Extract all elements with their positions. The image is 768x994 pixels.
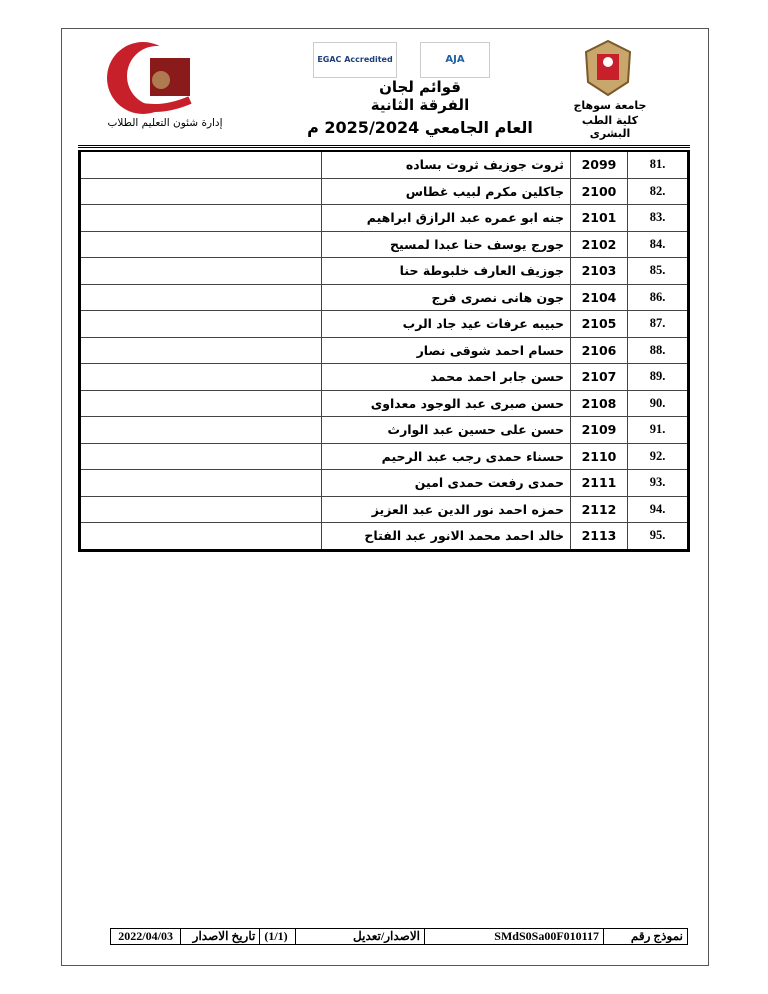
seat-number: 2105: [571, 311, 628, 338]
seat-number: 2102: [571, 231, 628, 258]
row-index: 89.: [628, 364, 689, 391]
student-name: ثروت جوزيف ثروت بساده: [322, 151, 571, 178]
student-name: حسام احمد شوقى نصار: [322, 337, 571, 364]
table-row: [80, 258, 689, 285]
student-name: حمدى رفعت حمدى امين: [322, 470, 571, 497]
issue-date: 2022/04/03: [111, 929, 181, 945]
seat-number: 2104: [571, 284, 628, 311]
seat-number: 2111: [571, 470, 628, 497]
row-index: 85.: [628, 258, 689, 285]
title-year-level: الفرقة الثانية: [370, 96, 470, 114]
student-name: حسن صبرى عبد الوجود معداوى: [322, 390, 571, 417]
form-number: SMdS0Sa00F010117: [425, 929, 604, 945]
row-index: 90.: [628, 390, 689, 417]
table-row: [80, 231, 689, 258]
table-row: [80, 151, 689, 178]
aja-logo: AJA: [420, 42, 490, 78]
row-index: 86.: [628, 284, 689, 311]
seat-number: 2112: [571, 496, 628, 523]
student-name: جورج يوسف حنا عبدا لمسيح: [322, 231, 571, 258]
student-name: جنه ابو عمره عبد الرازق ابراهيم: [322, 205, 571, 232]
blank-cell: [80, 258, 322, 285]
row-index: 93.: [628, 470, 689, 497]
table-row: [80, 205, 689, 232]
student-name: جوزيف العارف خلبوطة حنا: [322, 258, 571, 285]
blank-cell: [80, 337, 322, 364]
form-footer: [110, 928, 688, 945]
table-row: [80, 443, 689, 470]
blank-cell: [80, 443, 322, 470]
student-name: جون هانى نصرى فرج: [322, 284, 571, 311]
table-row: [80, 337, 689, 364]
student-name: حبيبه عرفات عيد جاد الرب: [322, 311, 571, 338]
table-row: [80, 496, 689, 523]
blank-cell: [80, 390, 322, 417]
university-name: جامعة سوهاج: [573, 99, 647, 112]
department-name: إدارة شئون التعليم الطلاب: [107, 117, 223, 129]
blank-cell: [80, 231, 322, 258]
blank-cell: [80, 470, 322, 497]
students-table: [78, 150, 690, 552]
seat-number: 2099: [571, 151, 628, 178]
student-name: خالد احمد محمد الانور عبد الفتاح: [322, 523, 571, 551]
student-name: حسن جابر احمد محمد: [322, 364, 571, 391]
blank-cell: [80, 523, 322, 551]
seat-number: 2103: [571, 258, 628, 285]
row-index: 92.: [628, 443, 689, 470]
student-name: حسناء حمدى رجب عبد الرحيم: [322, 443, 571, 470]
table-row: [80, 470, 689, 497]
seat-number: 2109: [571, 417, 628, 444]
blank-cell: [80, 417, 322, 444]
table-row: [80, 311, 689, 338]
row-index: 83.: [628, 205, 689, 232]
row-index: 82.: [628, 178, 689, 205]
table-row: [80, 523, 689, 551]
blank-cell: [80, 311, 322, 338]
blank-cell: [80, 178, 322, 205]
table-row: [80, 417, 689, 444]
row-index: 95.: [628, 523, 689, 551]
blank-cell: [80, 496, 322, 523]
header-divider: [78, 145, 690, 148]
student-name: جاكلين مكرم لبيب غطاس: [322, 178, 571, 205]
row-index: 91.: [628, 417, 689, 444]
seat-number: 2107: [571, 364, 628, 391]
version-label: الاصدار/تعديل: [296, 929, 425, 945]
row-index: 81.: [628, 151, 689, 178]
blank-cell: [80, 205, 322, 232]
seat-number: 2106: [571, 337, 628, 364]
student-name: حمزه احمد نور الدين عبد العزيز: [322, 496, 571, 523]
issue-date-label: تاريخ الاصدار: [181, 929, 260, 945]
row-index: 87.: [628, 311, 689, 338]
table-row: [80, 390, 689, 417]
table-row: [80, 178, 689, 205]
row-index: 94.: [628, 496, 689, 523]
seat-number: 2108: [571, 390, 628, 417]
blank-cell: [80, 284, 322, 311]
seat-number: 2113: [571, 523, 628, 551]
blank-cell: [80, 151, 322, 178]
seat-number: 2110: [571, 443, 628, 470]
faculty-name: كلية الطب البشرى: [581, 114, 639, 140]
university-seal: [585, 40, 631, 96]
row-index: 84.: [628, 231, 689, 258]
table-row: [80, 284, 689, 311]
version: (1/1): [260, 929, 296, 945]
table-row: [80, 364, 689, 391]
egac-logo: EGAC Accredited: [313, 42, 397, 78]
seat-number: 2100: [571, 178, 628, 205]
title-academic-year: العام الجامعي 2025/2024 م: [307, 118, 533, 137]
row-index: 88.: [628, 337, 689, 364]
form-number-label: نموذج رقم: [604, 929, 688, 945]
seat-number: 2101: [571, 205, 628, 232]
blank-cell: [80, 364, 322, 391]
student-name: حسن على حسين عبد الوارث: [322, 417, 571, 444]
faculty-logo: [95, 40, 210, 115]
title-committee-lists: قوائم لجان: [379, 78, 461, 96]
